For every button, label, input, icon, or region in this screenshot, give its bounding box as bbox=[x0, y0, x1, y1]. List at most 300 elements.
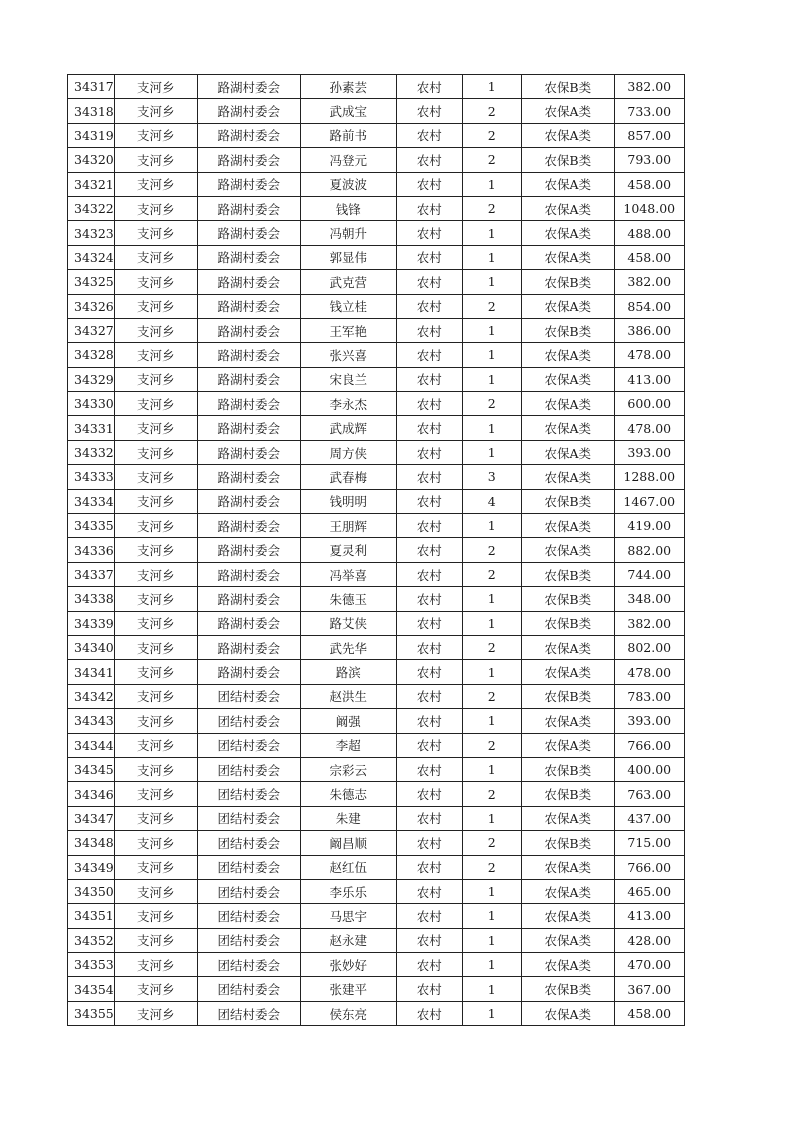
cell-village: 路湖村委会 bbox=[197, 245, 300, 269]
cell-township: 支河乡 bbox=[114, 928, 197, 952]
cell-category: 农村 bbox=[396, 196, 462, 220]
cell-village: 路湖村委会 bbox=[197, 318, 300, 342]
cell-amount: 1467.00 bbox=[614, 489, 684, 513]
cell-amount: 428.00 bbox=[614, 928, 684, 952]
cell-village: 路湖村委会 bbox=[197, 611, 300, 635]
cell-count: 4 bbox=[462, 489, 521, 513]
cell-type: 农保B类 bbox=[521, 318, 614, 342]
cell-type: 农保A类 bbox=[521, 440, 614, 464]
cell-name: 阚强 bbox=[300, 709, 396, 733]
cell-village: 路湖村委会 bbox=[197, 99, 300, 123]
cell-category: 农村 bbox=[396, 489, 462, 513]
cell-type: 农保B类 bbox=[521, 75, 614, 99]
cell-amount: 437.00 bbox=[614, 806, 684, 830]
cell-category: 农村 bbox=[396, 123, 462, 147]
cell-name: 朱德志 bbox=[300, 782, 396, 806]
cell-amount: 488.00 bbox=[614, 221, 684, 245]
table-row bbox=[68, 75, 685, 99]
cell-category: 农村 bbox=[396, 99, 462, 123]
cell-id: 34333 bbox=[68, 465, 115, 489]
cell-amount: 882.00 bbox=[614, 538, 684, 562]
cell-name: 张建平 bbox=[300, 977, 396, 1001]
cell-category: 农村 bbox=[396, 367, 462, 391]
cell-village: 团结村委会 bbox=[197, 879, 300, 903]
cell-count: 2 bbox=[462, 538, 521, 562]
cell-count: 1 bbox=[462, 245, 521, 269]
cell-count: 2 bbox=[462, 99, 521, 123]
cell-township: 支河乡 bbox=[114, 660, 197, 684]
cell-name: 宗彩云 bbox=[300, 757, 396, 781]
cell-type: 农保A类 bbox=[521, 928, 614, 952]
cell-amount: 1288.00 bbox=[614, 465, 684, 489]
cell-id: 34336 bbox=[68, 538, 115, 562]
cell-count: 1 bbox=[462, 660, 521, 684]
cell-amount: 715.00 bbox=[614, 831, 684, 855]
cell-township: 支河乡 bbox=[114, 99, 197, 123]
cell-type: 农保B类 bbox=[521, 757, 614, 781]
cell-name: 马思宇 bbox=[300, 904, 396, 928]
cell-count: 2 bbox=[462, 392, 521, 416]
cell-count: 1 bbox=[462, 904, 521, 928]
table-row bbox=[68, 635, 685, 659]
cell-township: 支河乡 bbox=[114, 172, 197, 196]
table-row bbox=[68, 318, 685, 342]
cell-type: 农保A类 bbox=[521, 172, 614, 196]
cell-category: 农村 bbox=[396, 782, 462, 806]
cell-count: 2 bbox=[462, 855, 521, 879]
cell-amount: 382.00 bbox=[614, 611, 684, 635]
cell-name: 冯登元 bbox=[300, 148, 396, 172]
cell-name: 路艾侠 bbox=[300, 611, 396, 635]
cell-name: 阚昌顺 bbox=[300, 831, 396, 855]
cell-village: 路湖村委会 bbox=[197, 172, 300, 196]
table-row bbox=[68, 684, 685, 708]
cell-count: 1 bbox=[462, 270, 521, 294]
cell-township: 支河乡 bbox=[114, 977, 197, 1001]
table-row bbox=[68, 245, 685, 269]
cell-category: 农村 bbox=[396, 684, 462, 708]
cell-name: 夏波波 bbox=[300, 172, 396, 196]
table-row bbox=[68, 538, 685, 562]
table-row bbox=[68, 977, 685, 1001]
cell-id: 34352 bbox=[68, 928, 115, 952]
cell-amount: 465.00 bbox=[614, 879, 684, 903]
cell-type: 农保B类 bbox=[521, 587, 614, 611]
cell-id: 34334 bbox=[68, 489, 115, 513]
cell-village: 路湖村委会 bbox=[197, 75, 300, 99]
cell-id: 34329 bbox=[68, 367, 115, 391]
table-row bbox=[68, 733, 685, 757]
cell-category: 农村 bbox=[396, 538, 462, 562]
table-row bbox=[68, 196, 685, 220]
cell-id: 34320 bbox=[68, 148, 115, 172]
cell-village: 路湖村委会 bbox=[197, 148, 300, 172]
cell-category: 农村 bbox=[396, 343, 462, 367]
cell-type: 农保A类 bbox=[521, 221, 614, 245]
cell-amount: 763.00 bbox=[614, 782, 684, 806]
cell-amount: 458.00 bbox=[614, 1001, 684, 1025]
cell-category: 农村 bbox=[396, 245, 462, 269]
table-row bbox=[68, 440, 685, 464]
cell-amount: 1048.00 bbox=[614, 196, 684, 220]
cell-village: 路湖村委会 bbox=[197, 221, 300, 245]
cell-amount: 413.00 bbox=[614, 367, 684, 391]
cell-township: 支河乡 bbox=[114, 367, 197, 391]
table-row bbox=[68, 294, 685, 318]
cell-amount: 400.00 bbox=[614, 757, 684, 781]
cell-name: 武成辉 bbox=[300, 416, 396, 440]
cell-id: 34349 bbox=[68, 855, 115, 879]
cell-township: 支河乡 bbox=[114, 806, 197, 830]
cell-village: 团结村委会 bbox=[197, 806, 300, 830]
cell-category: 农村 bbox=[396, 514, 462, 538]
cell-id: 34332 bbox=[68, 440, 115, 464]
cell-type: 农保A类 bbox=[521, 733, 614, 757]
cell-type: 农保A类 bbox=[521, 392, 614, 416]
cell-name: 武春梅 bbox=[300, 465, 396, 489]
cell-name: 张兴喜 bbox=[300, 343, 396, 367]
cell-village: 团结村委会 bbox=[197, 1001, 300, 1025]
cell-amount: 854.00 bbox=[614, 294, 684, 318]
cell-count: 2 bbox=[462, 196, 521, 220]
cell-name: 朱建 bbox=[300, 806, 396, 830]
cell-name: 王朋辉 bbox=[300, 514, 396, 538]
cell-township: 支河乡 bbox=[114, 684, 197, 708]
cell-village: 团结村委会 bbox=[197, 977, 300, 1001]
table-row bbox=[68, 806, 685, 830]
cell-id: 34353 bbox=[68, 953, 115, 977]
cell-category: 农村 bbox=[396, 806, 462, 830]
cell-count: 1 bbox=[462, 221, 521, 245]
cell-id: 34328 bbox=[68, 343, 115, 367]
cell-name: 夏灵利 bbox=[300, 538, 396, 562]
cell-village: 路湖村委会 bbox=[197, 489, 300, 513]
cell-id: 34347 bbox=[68, 806, 115, 830]
cell-name: 郭显伟 bbox=[300, 245, 396, 269]
cell-type: 农保A类 bbox=[521, 660, 614, 684]
cell-count: 1 bbox=[462, 75, 521, 99]
cell-village: 路湖村委会 bbox=[197, 416, 300, 440]
table-row bbox=[68, 465, 685, 489]
cell-id: 34335 bbox=[68, 514, 115, 538]
cell-village: 路湖村委会 bbox=[197, 270, 300, 294]
cell-amount: 478.00 bbox=[614, 660, 684, 684]
cell-id: 34340 bbox=[68, 635, 115, 659]
cell-amount: 600.00 bbox=[614, 392, 684, 416]
cell-township: 支河乡 bbox=[114, 733, 197, 757]
cell-village: 团结村委会 bbox=[197, 782, 300, 806]
table-row bbox=[68, 879, 685, 903]
cell-amount: 857.00 bbox=[614, 123, 684, 147]
cell-township: 支河乡 bbox=[114, 196, 197, 220]
cell-id: 34317 bbox=[68, 75, 115, 99]
cell-count: 1 bbox=[462, 440, 521, 464]
cell-amount: 744.00 bbox=[614, 562, 684, 586]
cell-count: 2 bbox=[462, 562, 521, 586]
cell-amount: 793.00 bbox=[614, 148, 684, 172]
table-row bbox=[68, 904, 685, 928]
cell-type: 农保A类 bbox=[521, 465, 614, 489]
cell-id: 34338 bbox=[68, 587, 115, 611]
cell-type: 农保A类 bbox=[521, 343, 614, 367]
table-row bbox=[68, 953, 685, 977]
cell-amount: 413.00 bbox=[614, 904, 684, 928]
table-row bbox=[68, 831, 685, 855]
cell-type: 农保B类 bbox=[521, 782, 614, 806]
cell-category: 农村 bbox=[396, 953, 462, 977]
cell-village: 团结村委会 bbox=[197, 928, 300, 952]
cell-township: 支河乡 bbox=[114, 514, 197, 538]
cell-type: 农保A类 bbox=[521, 99, 614, 123]
cell-township: 支河乡 bbox=[114, 245, 197, 269]
cell-type: 农保B类 bbox=[521, 611, 614, 635]
cell-id: 34324 bbox=[68, 245, 115, 269]
cell-id: 34337 bbox=[68, 562, 115, 586]
cell-id: 34319 bbox=[68, 123, 115, 147]
cell-village: 团结村委会 bbox=[197, 757, 300, 781]
cell-count: 1 bbox=[462, 367, 521, 391]
cell-category: 农村 bbox=[396, 587, 462, 611]
table-row bbox=[68, 562, 685, 586]
cell-id: 34321 bbox=[68, 172, 115, 196]
cell-name: 武成宝 bbox=[300, 99, 396, 123]
cell-type: 农保A类 bbox=[521, 806, 614, 830]
table-row bbox=[68, 514, 685, 538]
cell-name: 钱明明 bbox=[300, 489, 396, 513]
cell-type: 农保A类 bbox=[521, 953, 614, 977]
cell-township: 支河乡 bbox=[114, 392, 197, 416]
cell-amount: 348.00 bbox=[614, 587, 684, 611]
cell-name: 朱德玉 bbox=[300, 587, 396, 611]
cell-count: 1 bbox=[462, 977, 521, 1001]
cell-type: 农保A类 bbox=[521, 709, 614, 733]
cell-village: 路湖村委会 bbox=[197, 440, 300, 464]
cell-township: 支河乡 bbox=[114, 611, 197, 635]
cell-type: 农保A类 bbox=[521, 245, 614, 269]
cell-name: 赵洪生 bbox=[300, 684, 396, 708]
cell-count: 1 bbox=[462, 587, 521, 611]
cell-township: 支河乡 bbox=[114, 562, 197, 586]
cell-township: 支河乡 bbox=[114, 831, 197, 855]
cell-village: 团结村委会 bbox=[197, 953, 300, 977]
table-row bbox=[68, 99, 685, 123]
cell-count: 1 bbox=[462, 611, 521, 635]
cell-township: 支河乡 bbox=[114, 879, 197, 903]
cell-category: 农村 bbox=[396, 416, 462, 440]
table-row bbox=[68, 392, 685, 416]
cell-name: 冯朝升 bbox=[300, 221, 396, 245]
cell-township: 支河乡 bbox=[114, 221, 197, 245]
cell-type: 农保B类 bbox=[521, 977, 614, 1001]
cell-village: 路湖村委会 bbox=[197, 562, 300, 586]
table-row bbox=[68, 123, 685, 147]
table-row bbox=[68, 172, 685, 196]
cell-category: 农村 bbox=[396, 465, 462, 489]
cell-township: 支河乡 bbox=[114, 953, 197, 977]
cell-name: 钱锋 bbox=[300, 196, 396, 220]
table-row bbox=[68, 148, 685, 172]
cell-village: 路湖村委会 bbox=[197, 660, 300, 684]
cell-amount: 478.00 bbox=[614, 343, 684, 367]
cell-count: 2 bbox=[462, 123, 521, 147]
cell-count: 2 bbox=[462, 782, 521, 806]
cell-count: 1 bbox=[462, 709, 521, 733]
cell-name: 赵永建 bbox=[300, 928, 396, 952]
cell-category: 农村 bbox=[396, 660, 462, 684]
cell-type: 农保A类 bbox=[521, 416, 614, 440]
cell-category: 农村 bbox=[396, 904, 462, 928]
cell-id: 34330 bbox=[68, 392, 115, 416]
cell-id: 34341 bbox=[68, 660, 115, 684]
cell-amount: 783.00 bbox=[614, 684, 684, 708]
cell-count: 1 bbox=[462, 928, 521, 952]
cell-amount: 419.00 bbox=[614, 514, 684, 538]
cell-township: 支河乡 bbox=[114, 587, 197, 611]
cell-township: 支河乡 bbox=[114, 270, 197, 294]
cell-category: 农村 bbox=[396, 172, 462, 196]
cell-id: 34325 bbox=[68, 270, 115, 294]
cell-township: 支河乡 bbox=[114, 123, 197, 147]
table-row bbox=[68, 367, 685, 391]
cell-type: 农保B类 bbox=[521, 831, 614, 855]
cell-id: 34345 bbox=[68, 757, 115, 781]
cell-amount: 393.00 bbox=[614, 440, 684, 464]
table-row bbox=[68, 270, 685, 294]
cell-village: 路湖村委会 bbox=[197, 465, 300, 489]
cell-type: 农保A类 bbox=[521, 294, 614, 318]
cell-count: 1 bbox=[462, 757, 521, 781]
cell-name: 赵红伍 bbox=[300, 855, 396, 879]
cell-amount: 766.00 bbox=[614, 733, 684, 757]
cell-village: 路湖村委会 bbox=[197, 367, 300, 391]
table-row bbox=[68, 855, 685, 879]
cell-id: 34355 bbox=[68, 1001, 115, 1025]
cell-count: 1 bbox=[462, 953, 521, 977]
cell-category: 农村 bbox=[396, 831, 462, 855]
cell-id: 34327 bbox=[68, 318, 115, 342]
cell-township: 支河乡 bbox=[114, 343, 197, 367]
cell-township: 支河乡 bbox=[114, 709, 197, 733]
cell-category: 农村 bbox=[396, 392, 462, 416]
cell-name: 武克营 bbox=[300, 270, 396, 294]
cell-category: 农村 bbox=[396, 318, 462, 342]
cell-village: 路湖村委会 bbox=[197, 123, 300, 147]
cell-name: 王军艳 bbox=[300, 318, 396, 342]
cell-category: 农村 bbox=[396, 977, 462, 1001]
cell-type: 农保B类 bbox=[521, 489, 614, 513]
cell-amount: 382.00 bbox=[614, 270, 684, 294]
cell-type: 农保A类 bbox=[521, 123, 614, 147]
cell-category: 农村 bbox=[396, 611, 462, 635]
table-row bbox=[68, 343, 685, 367]
cell-village: 团结村委会 bbox=[197, 904, 300, 928]
cell-count: 1 bbox=[462, 879, 521, 903]
cell-township: 支河乡 bbox=[114, 75, 197, 99]
cell-type: 农保A类 bbox=[521, 635, 614, 659]
cell-type: 农保A类 bbox=[521, 538, 614, 562]
cell-category: 农村 bbox=[396, 75, 462, 99]
cell-township: 支河乡 bbox=[114, 294, 197, 318]
cell-name: 周方侠 bbox=[300, 440, 396, 464]
cell-township: 支河乡 bbox=[114, 489, 197, 513]
cell-id: 34354 bbox=[68, 977, 115, 1001]
cell-amount: 478.00 bbox=[614, 416, 684, 440]
cell-count: 1 bbox=[462, 318, 521, 342]
cell-village: 团结村委会 bbox=[197, 831, 300, 855]
cell-village: 路湖村委会 bbox=[197, 196, 300, 220]
cell-village: 路湖村委会 bbox=[197, 538, 300, 562]
cell-township: 支河乡 bbox=[114, 440, 197, 464]
cell-village: 团结村委会 bbox=[197, 733, 300, 757]
cell-count: 2 bbox=[462, 294, 521, 318]
cell-township: 支河乡 bbox=[114, 148, 197, 172]
cell-township: 支河乡 bbox=[114, 465, 197, 489]
cell-name: 钱立桂 bbox=[300, 294, 396, 318]
cell-id: 34326 bbox=[68, 294, 115, 318]
cell-id: 34322 bbox=[68, 196, 115, 220]
table-row bbox=[68, 1001, 685, 1025]
table-row bbox=[68, 221, 685, 245]
cell-amount: 386.00 bbox=[614, 318, 684, 342]
table-row bbox=[68, 611, 685, 635]
cell-village: 路湖村委会 bbox=[197, 635, 300, 659]
cell-count: 1 bbox=[462, 806, 521, 830]
cell-count: 1 bbox=[462, 416, 521, 440]
cell-name: 武先华 bbox=[300, 635, 396, 659]
cell-type: 农保A类 bbox=[521, 904, 614, 928]
cell-category: 农村 bbox=[396, 270, 462, 294]
cell-township: 支河乡 bbox=[114, 538, 197, 562]
cell-township: 支河乡 bbox=[114, 904, 197, 928]
cell-category: 农村 bbox=[396, 148, 462, 172]
table-row bbox=[68, 709, 685, 733]
cell-type: 农保B类 bbox=[521, 684, 614, 708]
cell-type: 农保A类 bbox=[521, 1001, 614, 1025]
cell-category: 农村 bbox=[396, 294, 462, 318]
cell-amount: 802.00 bbox=[614, 635, 684, 659]
cell-id: 34339 bbox=[68, 611, 115, 635]
cell-category: 农村 bbox=[396, 928, 462, 952]
cell-village: 路湖村委会 bbox=[197, 587, 300, 611]
cell-id: 34343 bbox=[68, 709, 115, 733]
cell-category: 农村 bbox=[396, 562, 462, 586]
table-row bbox=[68, 489, 685, 513]
cell-category: 农村 bbox=[396, 757, 462, 781]
cell-village: 路湖村委会 bbox=[197, 392, 300, 416]
cell-count: 1 bbox=[462, 514, 521, 538]
data-table bbox=[67, 74, 685, 1026]
cell-category: 农村 bbox=[396, 221, 462, 245]
cell-category: 农村 bbox=[396, 440, 462, 464]
cell-township: 支河乡 bbox=[114, 855, 197, 879]
cell-category: 农村 bbox=[396, 709, 462, 733]
table-row bbox=[68, 587, 685, 611]
cell-id: 34348 bbox=[68, 831, 115, 855]
cell-category: 农村 bbox=[396, 1001, 462, 1025]
cell-township: 支河乡 bbox=[114, 635, 197, 659]
cell-id: 34318 bbox=[68, 99, 115, 123]
cell-count: 2 bbox=[462, 831, 521, 855]
cell-name: 宋良兰 bbox=[300, 367, 396, 391]
cell-amount: 458.00 bbox=[614, 172, 684, 196]
cell-name: 路前书 bbox=[300, 123, 396, 147]
cell-id: 34344 bbox=[68, 733, 115, 757]
cell-village: 团结村委会 bbox=[197, 684, 300, 708]
cell-township: 支河乡 bbox=[114, 318, 197, 342]
cell-count: 2 bbox=[462, 733, 521, 757]
cell-township: 支河乡 bbox=[114, 757, 197, 781]
cell-type: 农保A类 bbox=[521, 514, 614, 538]
